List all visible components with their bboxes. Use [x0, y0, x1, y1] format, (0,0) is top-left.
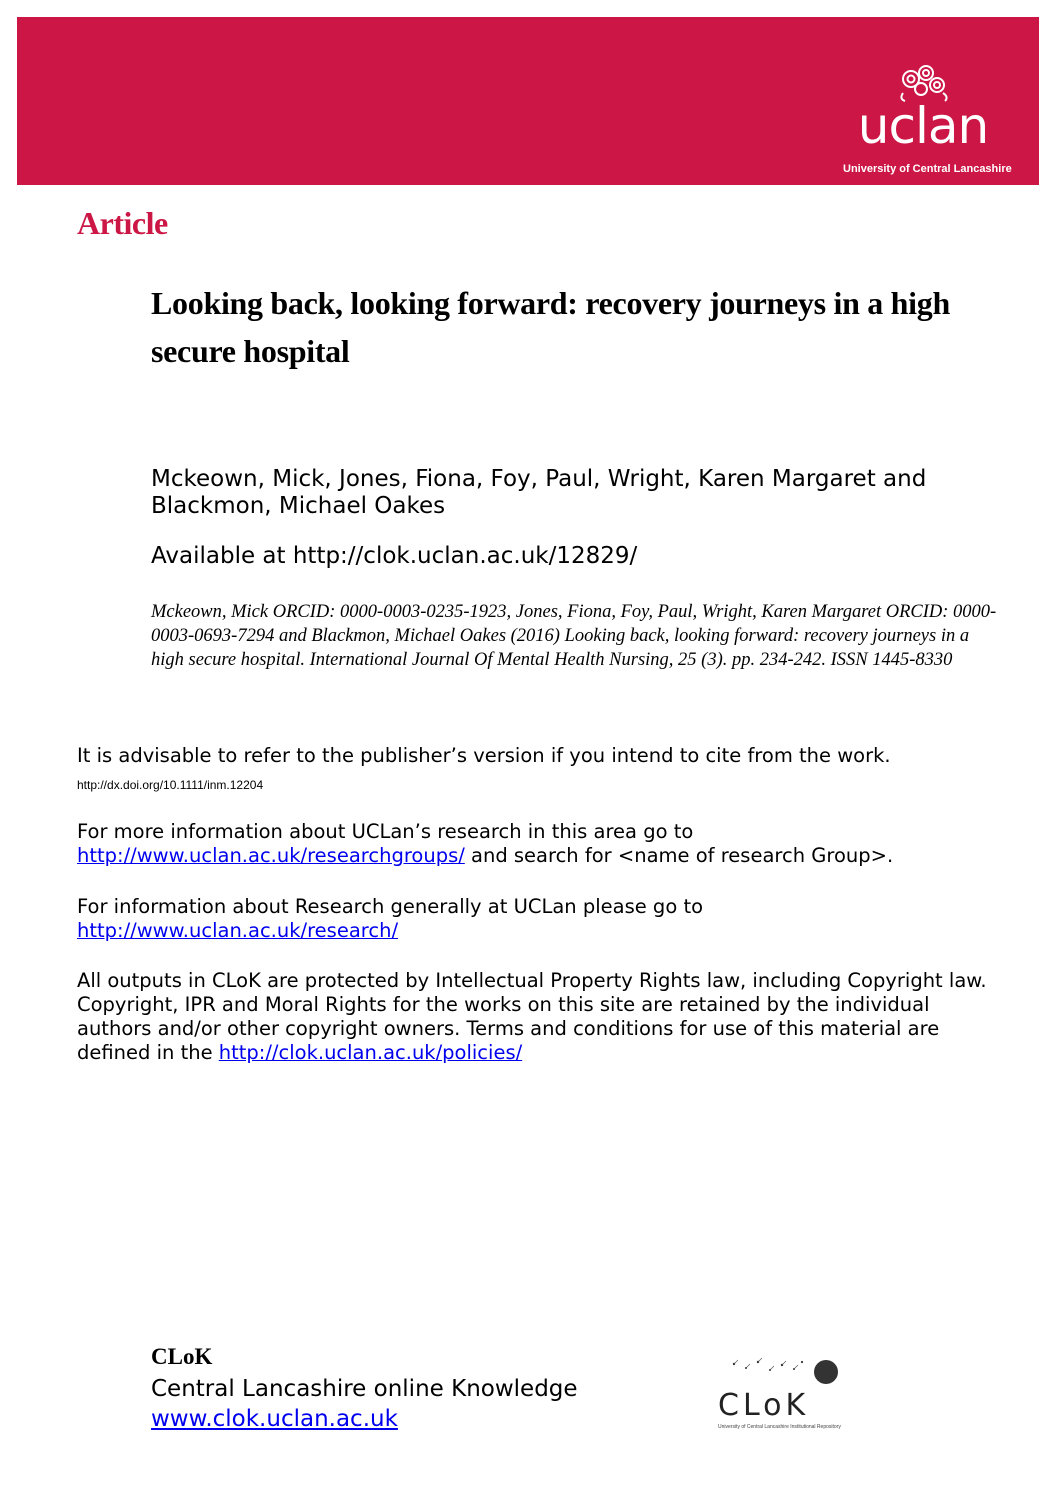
clok-tagline: University of Central Lancashire Institutional Repository	[718, 1424, 841, 1430]
article-title: Looking back, looking forward: recovery journeys in a high secure hospital	[151, 285, 950, 369]
footer-name: Central Lancashire online Knowledge	[151, 1376, 578, 1402]
available-at	[151, 543, 637, 570]
clok-wordmark: CLoK	[718, 1388, 810, 1423]
research-groups-text: For more information about UCLan’s research in this area go to	[77, 820, 694, 843]
article-label: Article	[77, 205, 168, 241]
research-general-link[interactable]: http://www.uclan.ac.uk/research/	[77, 919, 399, 942]
clok-logo	[714, 1356, 854, 1436]
copyright-paragraph	[77, 969, 1007, 1065]
doi-link[interactable]: http://dx.doi.org/10.1111/inm.12204	[77, 778, 264, 792]
research-general-paragraph	[77, 895, 1017, 943]
available-url: http://clok.uclan.ac.uk/12829/	[292, 543, 638, 569]
research-groups-link[interactable]: http://www.uclan.ac.uk/researchgroups/	[77, 844, 465, 867]
research-groups-suffix: and search for <name of research Group>.	[464, 844, 894, 867]
available-prefix: Available at	[151, 543, 293, 569]
research-groups-paragraph	[77, 820, 1017, 868]
footer-title: CLoK	[151, 1344, 213, 1369]
header-banner	[17, 17, 1039, 185]
uclan-subtitle: University of Central Lancashire	[843, 163, 1012, 175]
policies-link[interactable]: http://clok.uclan.ac.uk/policies/	[218, 1041, 523, 1064]
research-general-text: For information about Research generally at UCLan please go to	[77, 895, 704, 918]
citation: Mckeown, Mick ORCID: 0000-0003-0235-1923, Jones, Fiona, Foy, Paul, Wright, Karen Margaret ORCID: 0000-0003-0693-7294 and Blackmon, Michael Oakes (2016) Looking back, looking forward: recovery journeys in a high secure hospital. International Journal Of Mental Health Nursing, 25 (3). pp. 234-242. ISSN 1445-8330	[151, 602, 997, 670]
advisory-text: It is advisable to refer to the publisher’s version if you intend to cite from the work.	[77, 744, 891, 767]
uclan-logo	[843, 63, 1012, 181]
footer-url	[151, 1406, 398, 1432]
clok-site-link[interactable]: www.clok.uclan.ac.uk	[151, 1406, 398, 1432]
authors: Mckeown, Mick, Jones, Fiona, Foy, Paul, Wright, Karen Margaret and Blackmon, Michael Oakes	[151, 466, 927, 519]
uclan-wordmark: uclan	[857, 97, 989, 155]
copyright-text: All outputs in CLoK are protected by Intellectual Property Rights law, including Copyright law. Copyright, IPR and Moral Rights for the works on this site are retained by the individual authors and/or other copyright owners. Terms and conditions for use of this material are defined in the	[77, 969, 987, 1064]
